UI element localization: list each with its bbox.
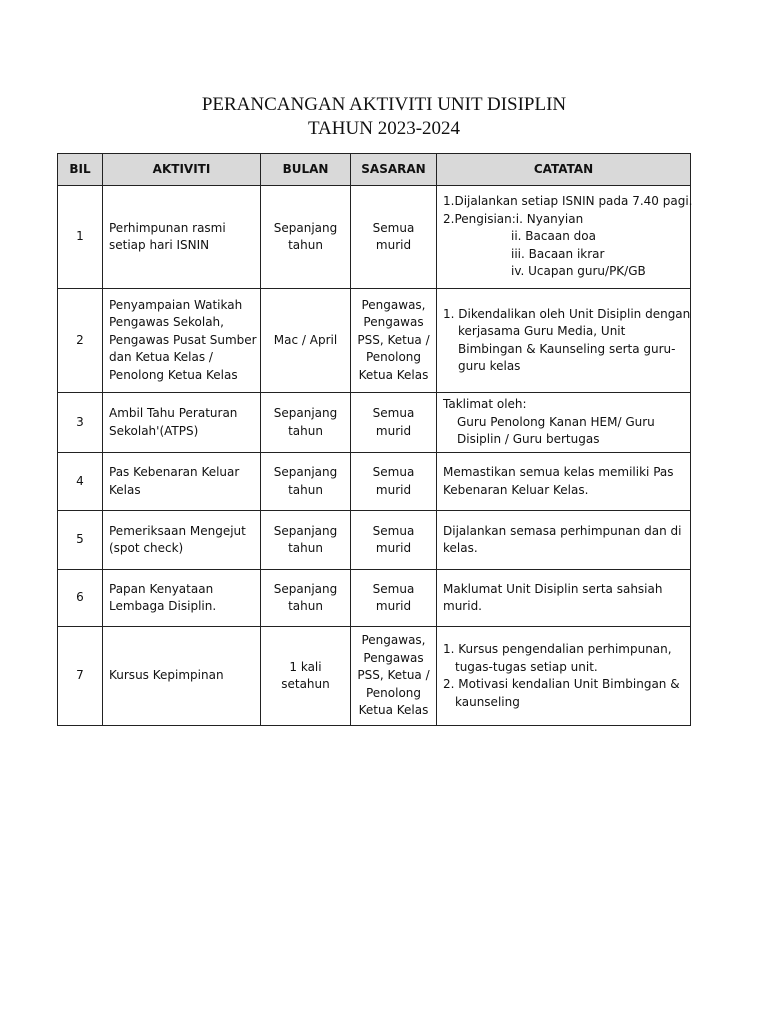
cell-line: Perhimpunan rasmi [109, 220, 226, 235]
cell-line: setiap hari ISNIN [109, 238, 210, 252]
cell-line: PSS, Ketua / [357, 332, 430, 347]
cell-line: Penolong [365, 685, 422, 700]
cell-line: Semua [372, 523, 415, 538]
cell-catatan [437, 511, 691, 570]
cell-bulan [261, 570, 351, 627]
cell-line: tahun [288, 423, 323, 438]
cell-line: Memastikan semua kelas memiliki Pas [443, 465, 674, 479]
cell-line: 2. Motivasi kendalian Unit Bimbingan & [443, 677, 680, 691]
cell-aktiviti [103, 511, 261, 570]
cell-line: Pengawas Sekolah, [109, 315, 224, 330]
header-aktiviti: AKTIVITI [103, 154, 261, 186]
cell-catatan [437, 453, 691, 511]
cell-line: Ketua Kelas [358, 367, 429, 382]
cell-line: Pengawas [363, 315, 424, 330]
cell-line: Disiplin / Guru bertugas [457, 432, 600, 447]
document-title [0, 93, 768, 141]
cell-line: Sepanjang [273, 465, 338, 479]
cell-bulan [261, 453, 351, 511]
cell-bil: 3 [58, 393, 103, 453]
cell-sasaran [351, 289, 437, 393]
cell-line: kelas. [443, 541, 478, 555]
cell-sasaran [351, 453, 437, 511]
cell-line: Ketua Kelas [358, 703, 429, 718]
cell-bil: 4 [58, 453, 103, 511]
cell-line: tahun [288, 541, 323, 555]
cell-line: 1 kali [289, 659, 322, 674]
cell-line: Guru Penolong Kanan HEM/ Guru [457, 414, 655, 429]
cell-catatan [437, 186, 691, 289]
title-line-2: TAHUN 2023-2024 [307, 118, 461, 139]
cell-line: Bimbingan & Kaunseling serta guru- [458, 341, 676, 356]
cell-aktiviti [103, 570, 261, 627]
cell-line: guru kelas [458, 359, 521, 373]
table-row [58, 627, 691, 726]
cell-line: Semua [372, 465, 415, 479]
cell-line: murid [375, 423, 412, 438]
cell-line: Pengawas [363, 650, 424, 665]
cell-line: Papan Kenyataan [109, 581, 214, 596]
cell-line: Taklimat oleh: [443, 397, 527, 412]
table-row [58, 453, 691, 511]
cell-line: Ambil Tahu Peraturan [109, 406, 238, 420]
cell-bil: 7 [58, 627, 103, 726]
cell-catatan [437, 393, 691, 453]
cell-line: murid. [443, 599, 482, 613]
cell-line: murid [375, 541, 412, 555]
cell-bil: 1 [58, 186, 103, 289]
table-row [58, 511, 691, 570]
cell-line: Maklumat Unit Disiplin serta sahsiah [443, 581, 663, 596]
cell-bil: 5 [58, 511, 103, 570]
cell-aktiviti [103, 453, 261, 511]
header-bil: BIL [58, 154, 103, 186]
activity-table [57, 153, 691, 726]
cell-line: Semua [372, 406, 415, 420]
cell-line: murid [375, 599, 412, 613]
cell-line: iii. Bacaan ikrar [511, 246, 605, 261]
cell-sasaran [351, 627, 437, 726]
table-row [58, 570, 691, 627]
cell-line: kaunseling [455, 694, 520, 709]
cell-line: Pengawas, [361, 633, 426, 648]
cell-line: Mac / April [273, 332, 338, 347]
cell-line: iv. Ucapan guru/PK/GB [511, 264, 646, 279]
cell-line: dan Ketua Kelas / [109, 350, 213, 365]
cell-line: Sekolah'(ATPS) [109, 423, 199, 438]
cell-bulan [261, 393, 351, 453]
title-line-1: PERANCANGAN AKTIVITI UNIT DISIPLIN [201, 94, 567, 115]
cell-line: Kebenaran Keluar Kelas. [443, 482, 589, 497]
cell-line: Kelas [109, 482, 141, 497]
header-sasaran: SASARAN [351, 154, 437, 186]
cell-line: 2.Pengisian:i. Nyanyian [443, 211, 584, 226]
cell-bil: 2 [58, 289, 103, 393]
cell-line: Pemeriksaan Mengejut [109, 523, 246, 538]
cell-line: Penyampaian Watikah [109, 297, 243, 312]
cell-line: Sepanjang [273, 406, 338, 420]
cell-bulan [261, 511, 351, 570]
cell-line: PSS, Ketua / [357, 668, 430, 683]
cell-line: tahun [288, 599, 323, 613]
cell-bulan [261, 289, 351, 393]
cell-line: setahun [281, 677, 330, 691]
cell-aktiviti [103, 289, 261, 393]
cell-line: Penolong [365, 350, 422, 365]
header-bulan: BULAN [261, 154, 351, 186]
cell-aktiviti [103, 627, 261, 726]
cell-bulan [261, 627, 351, 726]
cell-line: Lembaga Disiplin. [109, 599, 217, 613]
cell-bulan [261, 186, 351, 289]
cell-line: Sepanjang [273, 523, 338, 538]
cell-line: Penolong Ketua Kelas [109, 367, 238, 382]
cell-sasaran [351, 570, 437, 627]
table-row [58, 186, 691, 289]
cell-line: Dijalankan semasa perhimpunan dan di [443, 523, 682, 538]
cell-line: tugas-tugas setiap unit. [455, 659, 598, 674]
cell-line: Semua [372, 581, 415, 596]
cell-line: Kursus Kepimpinan [109, 668, 224, 683]
cell-aktiviti [103, 393, 261, 453]
cell-line: tahun [288, 482, 323, 497]
cell-line: 1.Dijalankan setiap ISNIN pada 7.40 pagi. [443, 194, 693, 209]
table-row [58, 289, 691, 393]
cell-catatan [437, 289, 691, 393]
cell-line: kerjasama Guru Media, Unit [458, 324, 626, 338]
cell-sasaran [351, 393, 437, 453]
cell-line: murid [375, 482, 412, 497]
cell-aktiviti [103, 186, 261, 289]
cell-catatan [437, 570, 691, 627]
cell-line: 1. Kursus pengendalian perhimpunan, [443, 642, 672, 656]
cell-line: murid [375, 238, 412, 252]
table-row [58, 393, 691, 453]
cell-line: Sepanjang [273, 581, 338, 596]
cell-line: Semua [372, 220, 415, 235]
cell-line: Pas Kebenaran Keluar [109, 465, 240, 479]
cell-sasaran [351, 511, 437, 570]
cell-sasaran [351, 186, 437, 289]
cell-line: Pengawas Pusat Sumber [109, 332, 257, 347]
header-catatan: CATATAN [437, 154, 691, 186]
cell-line: Pengawas, [361, 297, 426, 312]
table-header-row [58, 154, 691, 186]
cell-bil: 6 [58, 570, 103, 627]
cell-line: 1. Dikendalikan oleh Unit Disiplin dengan [443, 306, 691, 321]
cell-catatan [437, 627, 691, 726]
cell-line: Sepanjang [273, 220, 338, 235]
cell-line: tahun [288, 238, 323, 252]
cell-line: (spot check) [109, 541, 184, 555]
cell-line: ii. Bacaan doa [511, 229, 596, 244]
